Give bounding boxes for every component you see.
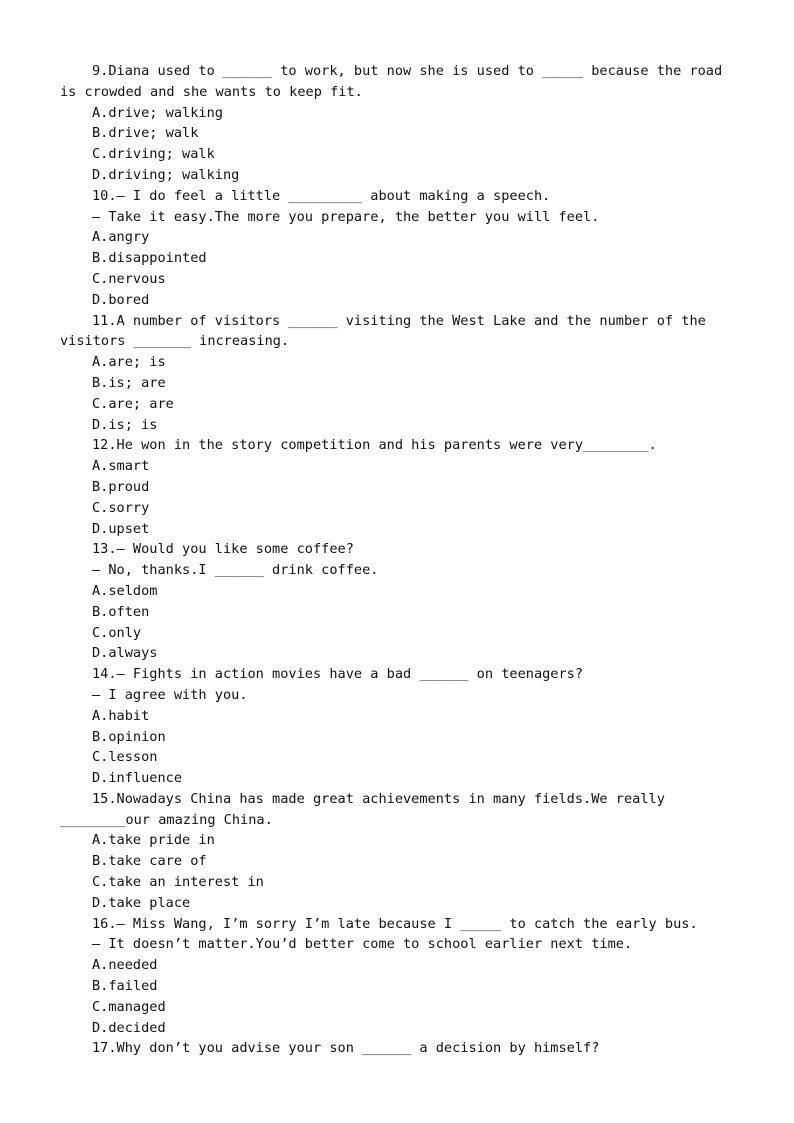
option-a: A.angry (92, 229, 150, 246)
option-b: B.drive; walk (92, 125, 199, 142)
option-a: A.seldom (92, 582, 158, 599)
option-a: A.needed (92, 957, 158, 974)
dialogue-reply: — I agree with you. (92, 686, 248, 703)
question-stem: 13.— Would you like some coffee? (92, 541, 354, 558)
question-stem: 15.Nowadays China has made great achievements in many fields.We really ________our amazing China. (60, 790, 674, 828)
option-c: C.take an interest in (92, 874, 264, 891)
dialogue-reply: — It doesn’t matter.You’d better come to school earlier next time. (92, 936, 633, 953)
option-c: C.managed (92, 998, 166, 1015)
option-d: D.bored (92, 291, 150, 308)
question-15 (60, 789, 736, 914)
question-11 (60, 311, 736, 436)
dialogue-reply: — No, thanks.I ______ drink coffee. (92, 562, 379, 579)
option-b: B.opinion (92, 728, 166, 745)
option-c: C.lesson (92, 749, 158, 766)
question-9 (60, 61, 739, 186)
question-16 (60, 914, 736, 1039)
option-b: B.disappointed (92, 250, 207, 267)
option-d: D.driving; walking (92, 166, 240, 183)
option-d: D.is; is (92, 416, 158, 433)
question-stem: 14.— Fights in action movies have a bad ______ on teenagers? (92, 666, 584, 683)
question-stem: 16.— Miss Wang, I’m sorry I’m late because I _____ to catch the early bus. (92, 915, 698, 932)
option-d: D.decided (92, 1019, 166, 1036)
question-14 (60, 664, 736, 789)
option-c: C.nervous (92, 270, 166, 287)
option-c: C.only (92, 624, 142, 641)
question-stem: 11.A number of visitors ______ visiting the West Lake and the number of the visitors _______ increasing. (60, 312, 714, 350)
question-17 (60, 1038, 736, 1059)
question-12 (60, 435, 736, 539)
question-stem: 9.Diana used to ______ to work, but now she is used to _____ because the road is crowded and she wants to keep fit. (60, 63, 739, 100)
question-stem: 17.Why don’t you advise your son ______ a decision by himself? (92, 1040, 600, 1057)
option-d: D.upset (92, 520, 150, 537)
option-a: A.take pride in (92, 832, 215, 849)
option-b: B.take care of (92, 853, 207, 870)
question-stem: 12.He won in the story competition and his parents were very________. (92, 437, 657, 454)
option-c: C.are; are (92, 395, 174, 412)
dialogue-reply: — Take it easy.The more you prepare, the better you will feel. (92, 208, 600, 225)
option-d: D.influence (92, 770, 183, 787)
option-a: A.smart (92, 458, 150, 475)
question-stem: 10.— I do feel a little _________ about making a speech. (92, 187, 551, 204)
option-c: C.sorry (92, 499, 150, 516)
option-b: B.proud (92, 478, 150, 495)
option-b: B.is; are (92, 374, 166, 391)
option-c: C.driving; walk (92, 146, 215, 163)
question-13 (60, 539, 736, 664)
option-a: A.are; is (92, 354, 166, 371)
option-a: A.habit (92, 707, 150, 724)
option-a: A.drive; walking (92, 104, 223, 121)
question-10 (60, 186, 736, 311)
option-d: D.take place (92, 894, 191, 911)
option-b: B.failed (92, 978, 158, 995)
option-b: B.often (92, 603, 150, 620)
exam-page (60, 61, 739, 1059)
option-d: D.always (92, 645, 158, 662)
